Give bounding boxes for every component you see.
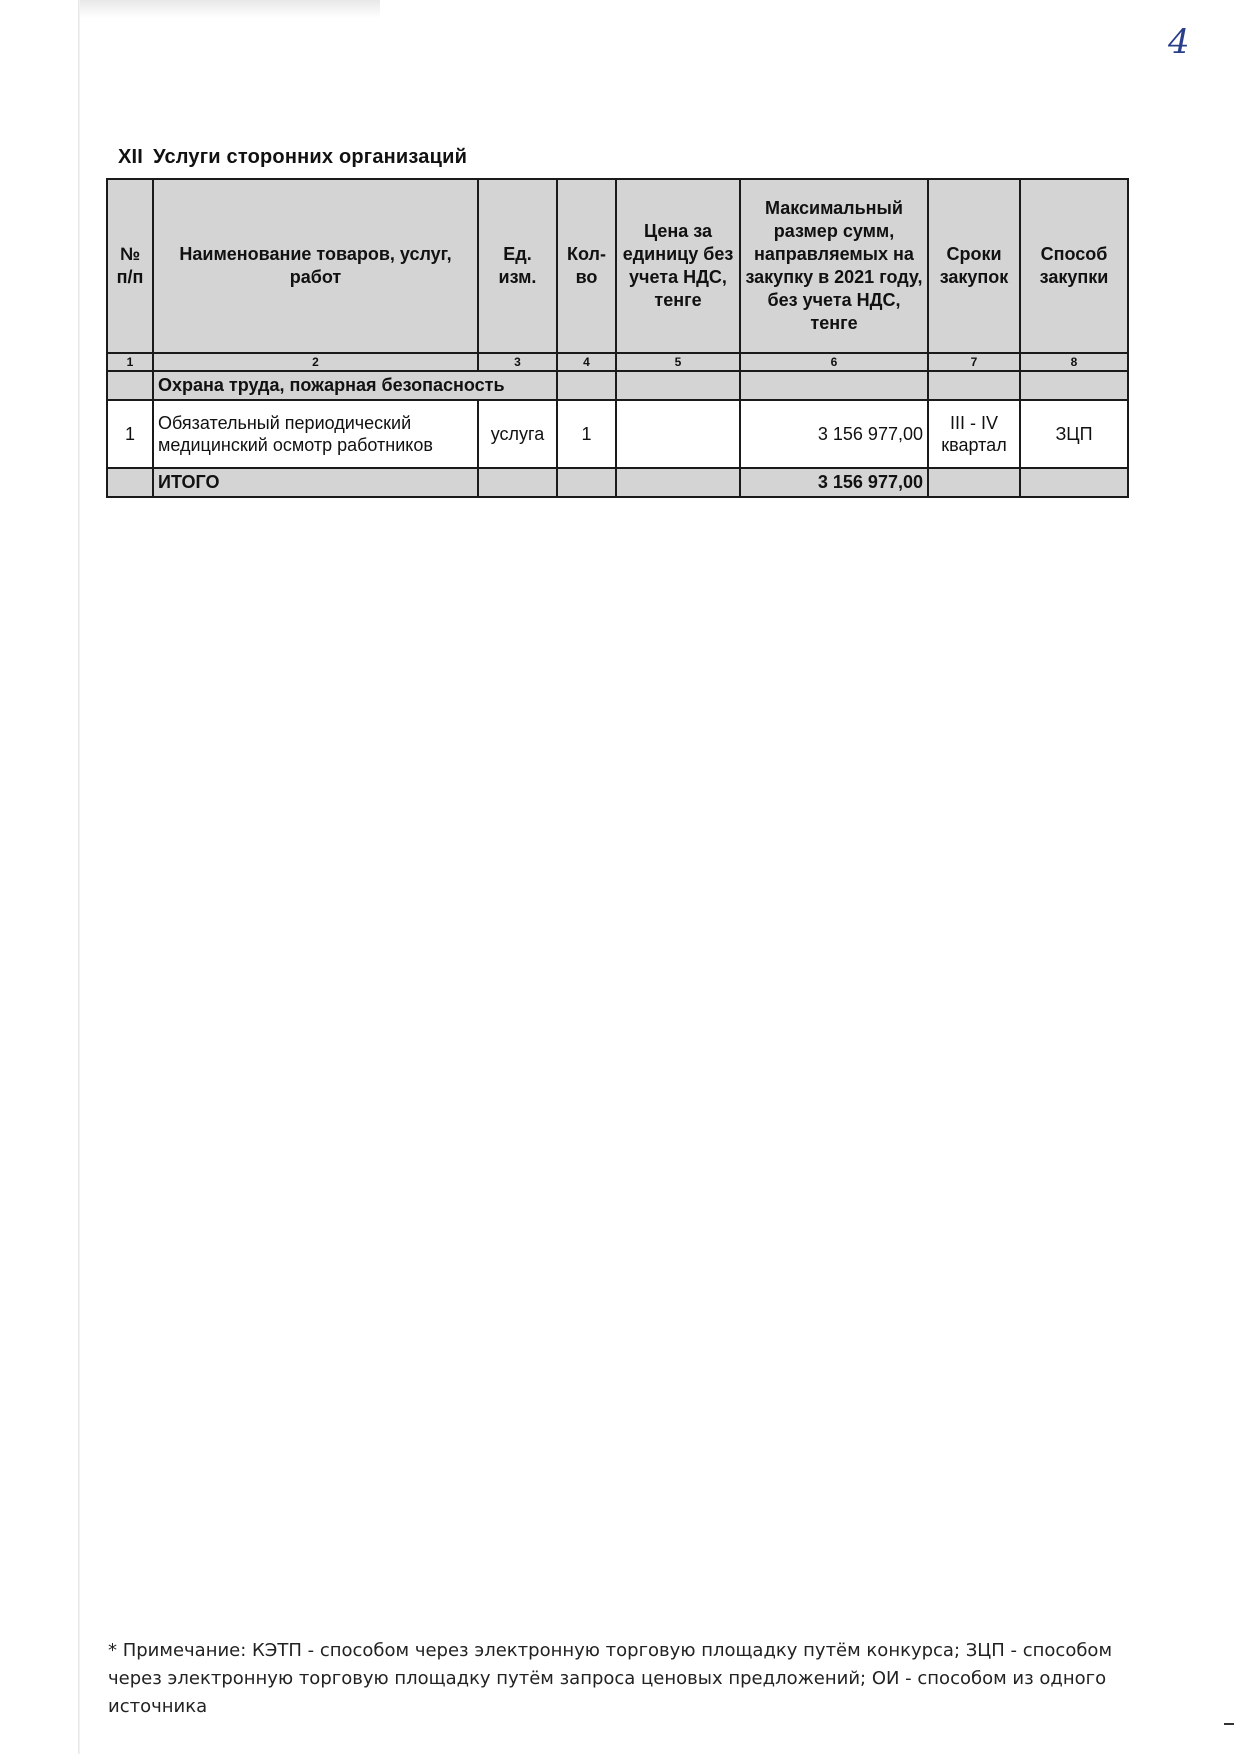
- cell-name: Обязательный периодический медицинский осмотр работников: [153, 400, 478, 468]
- table-row: [107, 400, 1128, 468]
- section-roman-numeral: XII: [118, 146, 144, 168]
- total-empty-cell: [107, 468, 153, 497]
- cell-amount: 3 156 977,00: [740, 400, 928, 468]
- handwritten-page-number: 4: [1168, 22, 1190, 62]
- footnote: * Примечание: КЭТП - способом через электронную торговую площадку путём конкурса; ЗЦП - способом через электронную торговую площадку путём запроса ценовых предложений; ОИ - способом из одного источника: [108, 1640, 1113, 1717]
- scan-edge-shadow: [78, 0, 80, 1754]
- header-price: Цена за единицу без учета НДС, тенге: [616, 179, 740, 353]
- column-number: 4: [557, 353, 616, 371]
- header-unit: Ед. изм.: [478, 179, 557, 353]
- header-qty: Кол-во: [557, 179, 616, 353]
- cell-qty: 1: [557, 400, 616, 468]
- category-empty-cell: [557, 371, 616, 400]
- header-period: Сроки закупок: [928, 179, 1020, 353]
- total-amount: 3 156 977,00: [740, 468, 928, 497]
- section-title-text: Услуги сторонних организаций: [153, 146, 468, 168]
- column-number: 7: [928, 353, 1020, 371]
- total-empty-cell: [616, 468, 740, 497]
- column-number-row: [107, 353, 1128, 371]
- column-number: 8: [1020, 353, 1128, 371]
- table-header-row: [107, 179, 1128, 353]
- cell-unit: услуга: [478, 400, 557, 468]
- total-empty-cell: [557, 468, 616, 497]
- cell-num: 1: [107, 400, 153, 468]
- column-number: 5: [616, 353, 740, 371]
- column-number: 3: [478, 353, 557, 371]
- column-number: 6: [740, 353, 928, 371]
- category-label: Охрана труда, пожарная безопасность: [153, 371, 557, 400]
- category-empty-cell: [1020, 371, 1128, 400]
- column-number: 1: [107, 353, 153, 371]
- cell-method: ЗЦП: [1020, 400, 1128, 468]
- header-amount: Максимальный размер сумм, направляемых на закупку в 2021 году, без учета НДС, тенге: [740, 179, 928, 353]
- procurement-table: [106, 178, 1129, 498]
- scan-top-shadow: [80, 0, 380, 18]
- header-method: Способ закупки: [1020, 179, 1128, 353]
- total-empty-cell: [478, 468, 557, 497]
- cell-period: III - IV квартал: [928, 400, 1020, 468]
- total-label: ИТОГО: [153, 468, 478, 497]
- total-empty-cell: [928, 468, 1020, 497]
- cell-price: [616, 400, 740, 468]
- category-empty-cell: [740, 371, 928, 400]
- total-empty-cell: [1020, 468, 1128, 497]
- total-row: [107, 468, 1128, 497]
- section-title: [118, 146, 467, 169]
- category-empty-cell: [616, 371, 740, 400]
- column-number: 2: [153, 353, 478, 371]
- margin-mark: [1224, 1723, 1234, 1725]
- header-name: Наименование товаров, услуг, работ: [153, 179, 478, 353]
- category-empty-cell: [107, 371, 153, 400]
- header-num: № п/п: [107, 179, 153, 353]
- category-row: [107, 371, 1128, 400]
- category-empty-cell: [928, 371, 1020, 400]
